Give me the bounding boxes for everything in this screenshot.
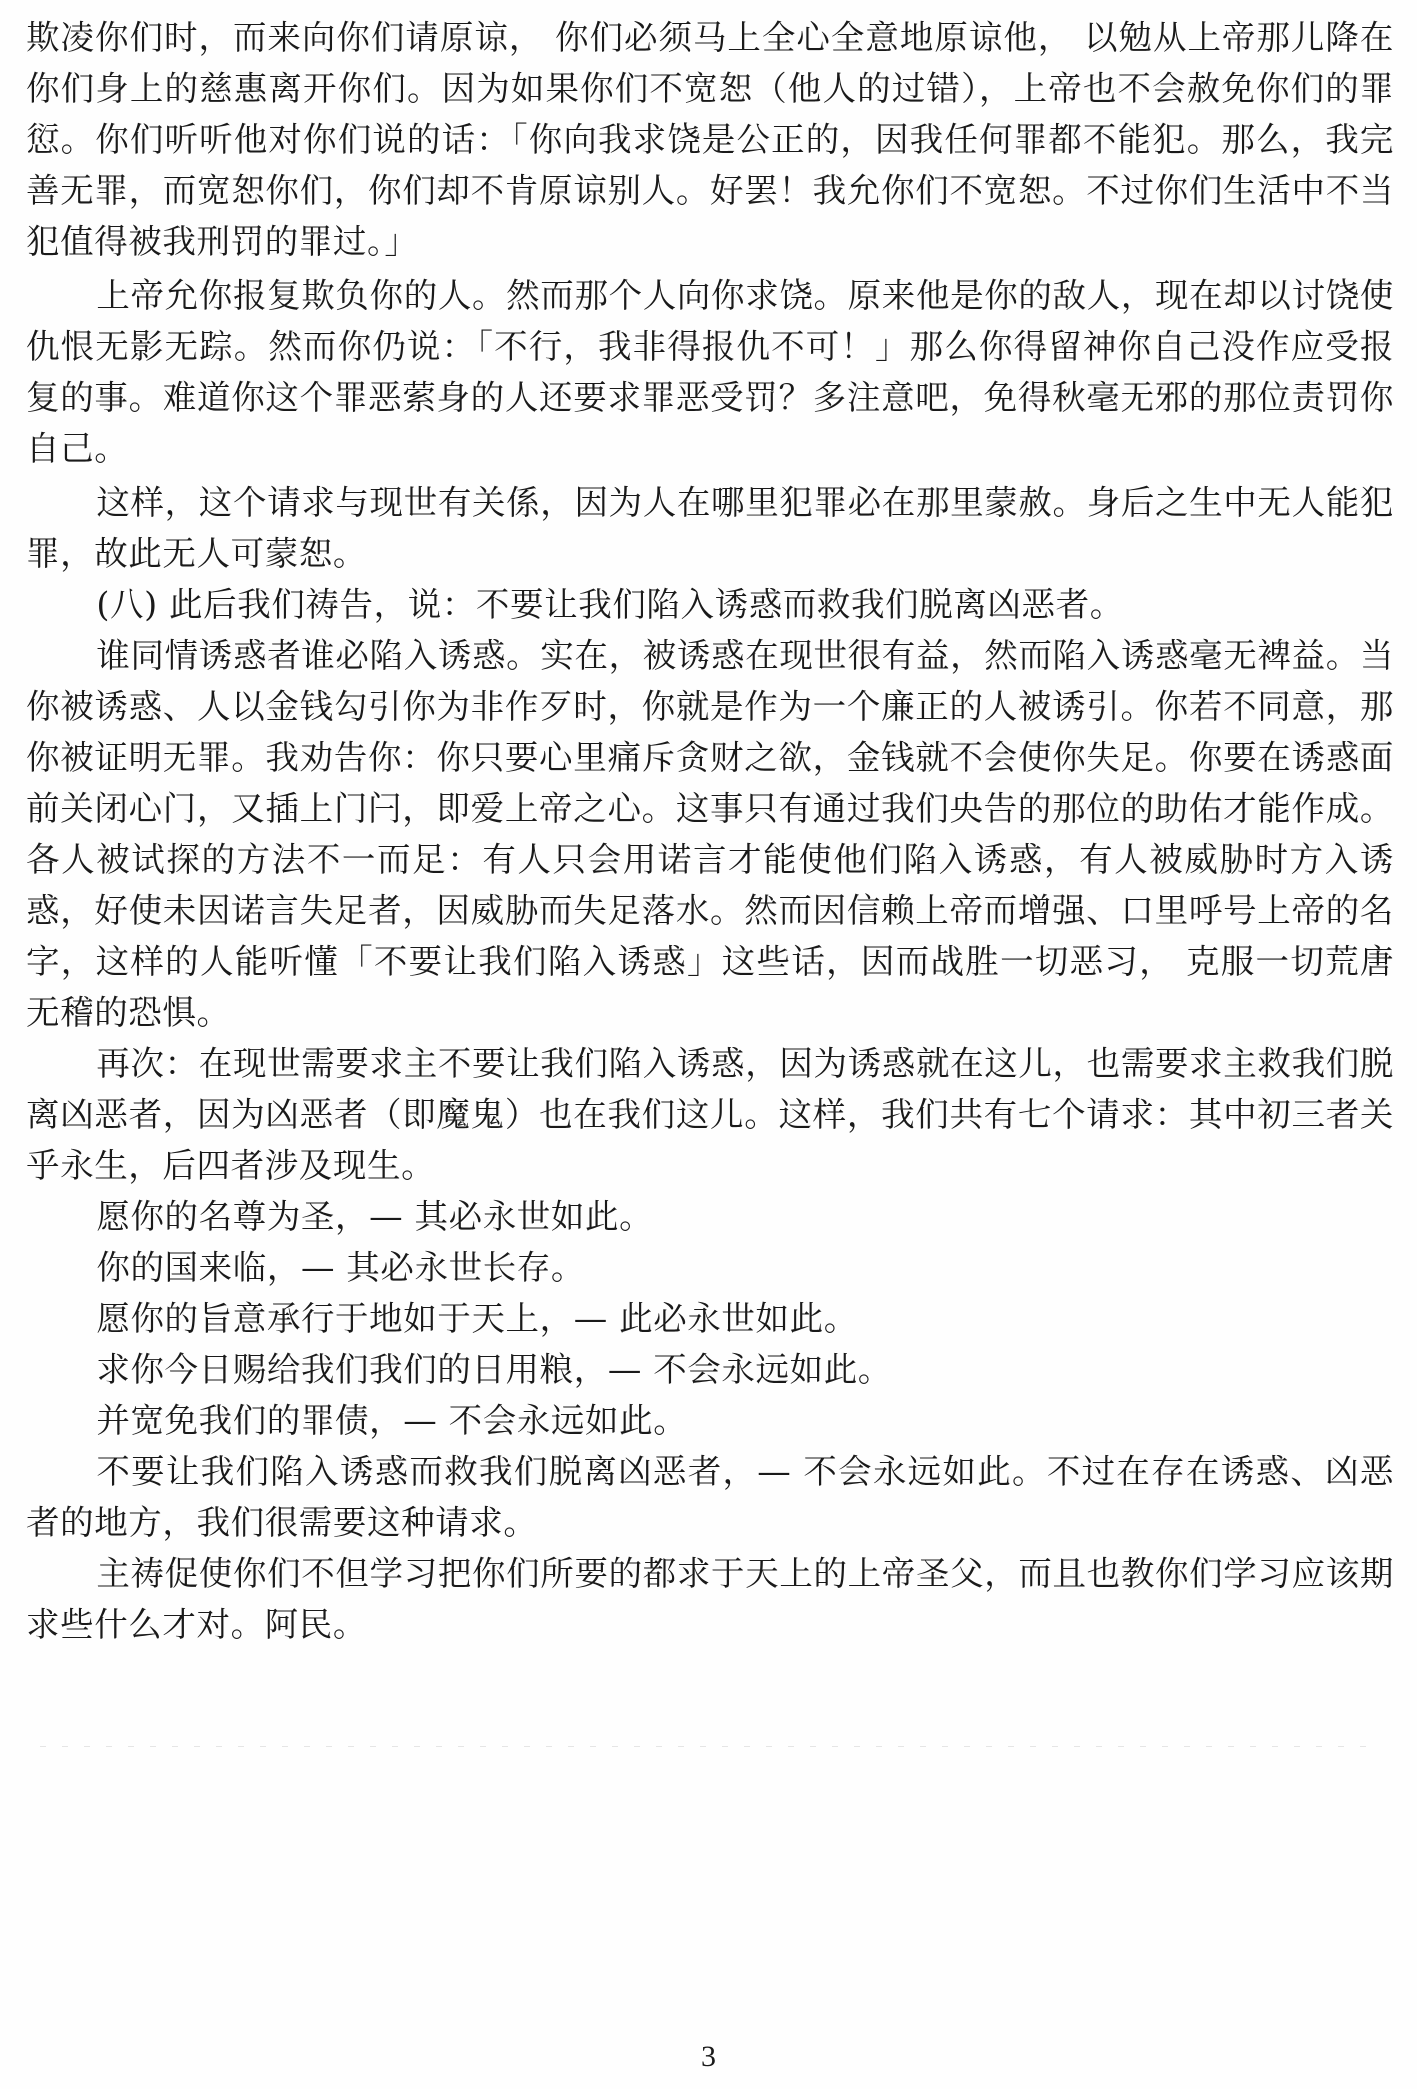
closing-paragraph: 主祷促使你们不但学习把你们所要的都求于天上的上帝圣父，而且也教你们学习应该期求些什么才对。阿民。 <box>26 1554 1394 1644</box>
petition-line-4: 求你今日赐给我们我们的日用粮，— 不会永远如此。 <box>96 1350 892 1389</box>
paragraph-1: 欺凌你们时，而来向你们请原谅， 你们必须马上全心全意地原谅他， 以勉从上帝那儿降在你们身上的慈惠离开你们。因为如果你们不宽恕（他人的过错），上帝也不会赦免你们的罪愆。你们听听他对你们说的话：「你向我求饶是公正的，因我任何罪都不能犯。那么，我完善无罪，而宽恕你们，你们却不肯原谅别人。好罢！我允你们不宽恕。不过你们生活中不当犯值得被我刑罚的罪过。」 <box>26 18 1394 261</box>
paragraph-6: 再次：在现世需要求主不要让我们陷入诱惑，因为诱惑就在这儿，也需要求主救我们脱离凶恶者，因为凶恶者（即魔鬼）也在我们这儿。这样，我们共有七个请求：其中初三者关乎永生，后四者涉及现生。 <box>26 1044 1394 1185</box>
body-text <box>26 12 1394 1650</box>
petition-line-3: 愿你的旨意承行于地如于天上，— 此必永世如此。 <box>96 1299 858 1338</box>
paragraph-5: 谁同情诱惑者谁必陷入诱惑。实在，被诱惑在现世很有益，然而陷入诱惑毫无裨益。当你被诱惑、人以金钱勾引你为非作歹时，你就是作为一个廉正的人被诱引。你若不同意，那你被证明无罪。我劝告你：你只要心里痛斥贪财之欲，金钱就不会使你失足。你要在诱惑面前关闭心门，又插上门闩，即爱上帝之心。这事只有通过我们央告的那位的助佑才能作成。各人被试探的方法不一而足：有人只会用诺言才能使他们陷入诱惑，有人被威胁时方入诱惑，好使未因诺言失足者，因威胁而失足落水。然而因信赖上帝而增强、口里呼号上帝的名字，这样的人能听懂「不要让我们陷入诱惑」这些话，因而战胜一切恶习， 克服一切荒唐无稽的恐惧。 <box>26 636 1394 1032</box>
scan-artifact-line <box>40 1746 1370 1747</box>
paragraph-3: 这样，这个请求与现世有关係，因为人在哪里犯罪必在那里蒙赦。身后之生中无人能犯罪，故此无人可蒙恕。 <box>26 483 1394 573</box>
petition-line-1: 愿你的名尊为圣，— 其必永世如此。 <box>96 1197 654 1236</box>
petition-line-5: 并宽免我们的罪债，— 不会永远如此。 <box>96 1401 688 1440</box>
petition-line-2: 你的国来临，— 其必永世长存。 <box>96 1248 585 1287</box>
petition-line-6: 不要让我们陷入诱惑而救我们脱离凶恶者，— 不会永远如此。不过在存在诱惑、凶恶者的地方，我们很需要这种请求。 <box>26 1452 1394 1542</box>
page-number: 3 <box>701 2040 716 2073</box>
paragraph-4-heading: (八) 此后我们祷告，说：不要让我们陷入诱惑而救我们脱离凶恶者。 <box>96 585 1124 624</box>
paragraph-2: 上帝允你报复欺负你的人。然而那个人向你求饶。原来他是你的敌人，现在却以讨饶使仇恨无影无踪。然而你仍说：「不行，我非得报仇不可！」那么你得留神你自己没作应受报复的事。难道你这个罪恶萦身的人还要求罪恶受罚？多注意吧，免得秋毫无邪的那位责罚你自己。 <box>26 276 1394 468</box>
